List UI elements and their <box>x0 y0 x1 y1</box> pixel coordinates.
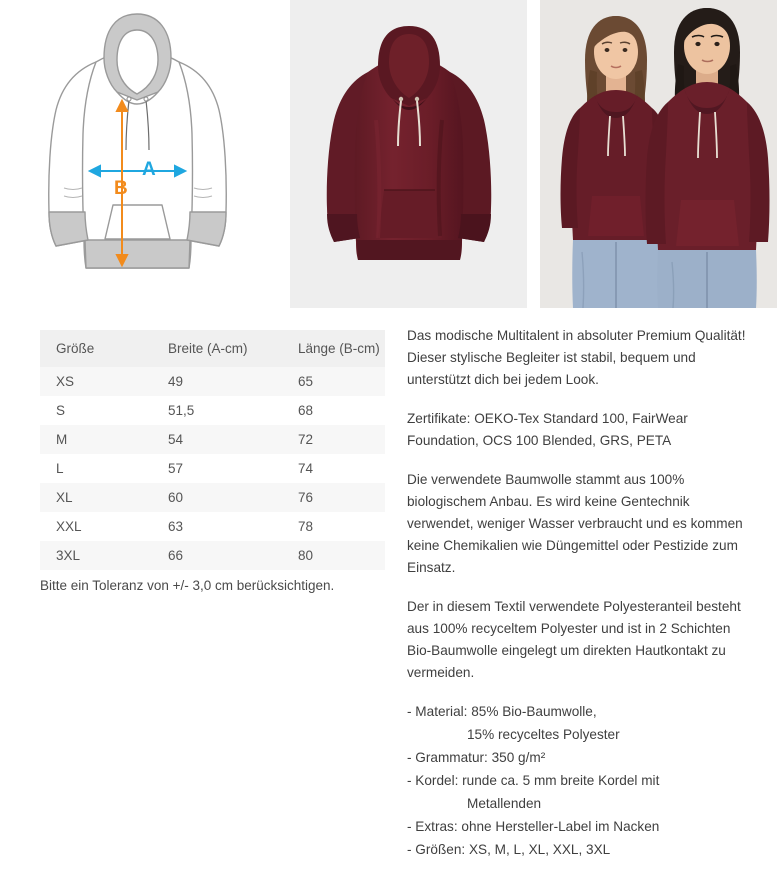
dimension-a-label: A <box>142 159 156 180</box>
description-paragraph-polyester: Der in diesem Textil verwendete Polyesteranteil besteht aus 100% recyceltem Polyester und ist in 2 Schichten Bio-Baumwolle eingelegt um direkten Hautkontakt zu vermeiden. <box>407 599 741 681</box>
cell-length: 72 <box>298 432 314 447</box>
flat-product-panel <box>290 0 527 308</box>
table-row <box>40 425 385 454</box>
column-header-width: Breite (A-cm) <box>152 330 282 367</box>
cell-length: 74 <box>298 461 314 476</box>
hoodie-flat-shot <box>290 0 527 308</box>
cell-width: 54 <box>168 432 184 447</box>
model-photo-panel <box>540 0 777 308</box>
cell-width: 63 <box>168 519 184 534</box>
cell-size: XL <box>56 490 73 505</box>
cell-size: XS <box>56 374 75 389</box>
cell-length: 80 <box>298 548 314 563</box>
spec-list <box>407 701 752 861</box>
cell-width: 66 <box>168 548 184 563</box>
spec-kordel-line2-text: Metallenden <box>467 796 542 812</box>
spec-groessen: - Größen: XS, M, L, XL, XXL, 3XL <box>407 842 611 858</box>
spec-kordel-line1: - Kordel: runde ca. 5 mm breite Kordel mit <box>407 773 660 789</box>
size-chart-table <box>40 330 385 570</box>
description-paragraph-certificates: Zertifikate: OEKO-Tex Standard 100, FairWear Foundation, OCS 100 Blended, GRS, PETA <box>407 411 688 449</box>
table-row <box>40 367 385 396</box>
cell-size: XXL <box>56 519 82 534</box>
table-row <box>40 454 385 483</box>
table-row <box>40 396 385 425</box>
tolerance-note: Bitte ein Toleranz von +/- 3,0 cm berücksichtigen. <box>40 578 335 593</box>
table-row <box>40 512 385 541</box>
spec-material-line2 <box>407 724 752 746</box>
cell-width: 51,5 <box>168 403 195 418</box>
table-row <box>40 483 385 512</box>
product-image-row <box>0 0 777 310</box>
cell-width: 57 <box>168 461 184 476</box>
technical-drawing-panel <box>0 0 275 308</box>
table-header-row <box>40 330 385 367</box>
cell-width: 49 <box>168 374 184 389</box>
cell-size: S <box>56 403 66 418</box>
cell-length: 68 <box>298 403 314 418</box>
description-paragraph-intro: Das modische Multitalent in absoluter Premium Qualität! Dieser stylische Begleiter ist stabil, bequem und unterstützt dich bei jedem Look. <box>407 328 746 388</box>
product-description <box>407 325 752 862</box>
cell-size: M <box>56 432 68 447</box>
hoodie-technical-drawing <box>0 0 275 308</box>
cell-length: 78 <box>298 519 314 534</box>
table-row <box>40 541 385 570</box>
hoodie-models-shot <box>540 0 777 308</box>
description-paragraph-cotton: Die verwendete Baumwolle stammt aus 100% biologischem Anbau. Es wird keine Gentechnik verwendet, weniger Wasser verbraucht und es kommen keine Chemikalien wie Düngemittel oder Pestizide zum Einsatz. <box>407 472 743 576</box>
dimension-b-label: B <box>114 178 128 199</box>
column-header-length: Länge (B-cm) <box>282 330 385 367</box>
spec-material-line2-text: 15% recyceltes Polyester <box>467 727 620 743</box>
spec-kordel-line2 <box>407 793 752 815</box>
spec-material-line1: - Material: 85% Bio-Baumwolle, <box>407 704 597 720</box>
column-header-size: Größe <box>40 330 152 367</box>
spec-grammatur: - Grammatur: 350 g/m² <box>407 750 546 766</box>
cell-width: 60 <box>168 490 184 505</box>
spec-extras: - Extras: ohne Hersteller-Label im Nacken <box>407 819 660 835</box>
cell-size: 3XL <box>56 548 81 563</box>
cell-length: 65 <box>298 374 314 389</box>
cell-length: 76 <box>298 490 314 505</box>
cell-size: L <box>56 461 64 476</box>
